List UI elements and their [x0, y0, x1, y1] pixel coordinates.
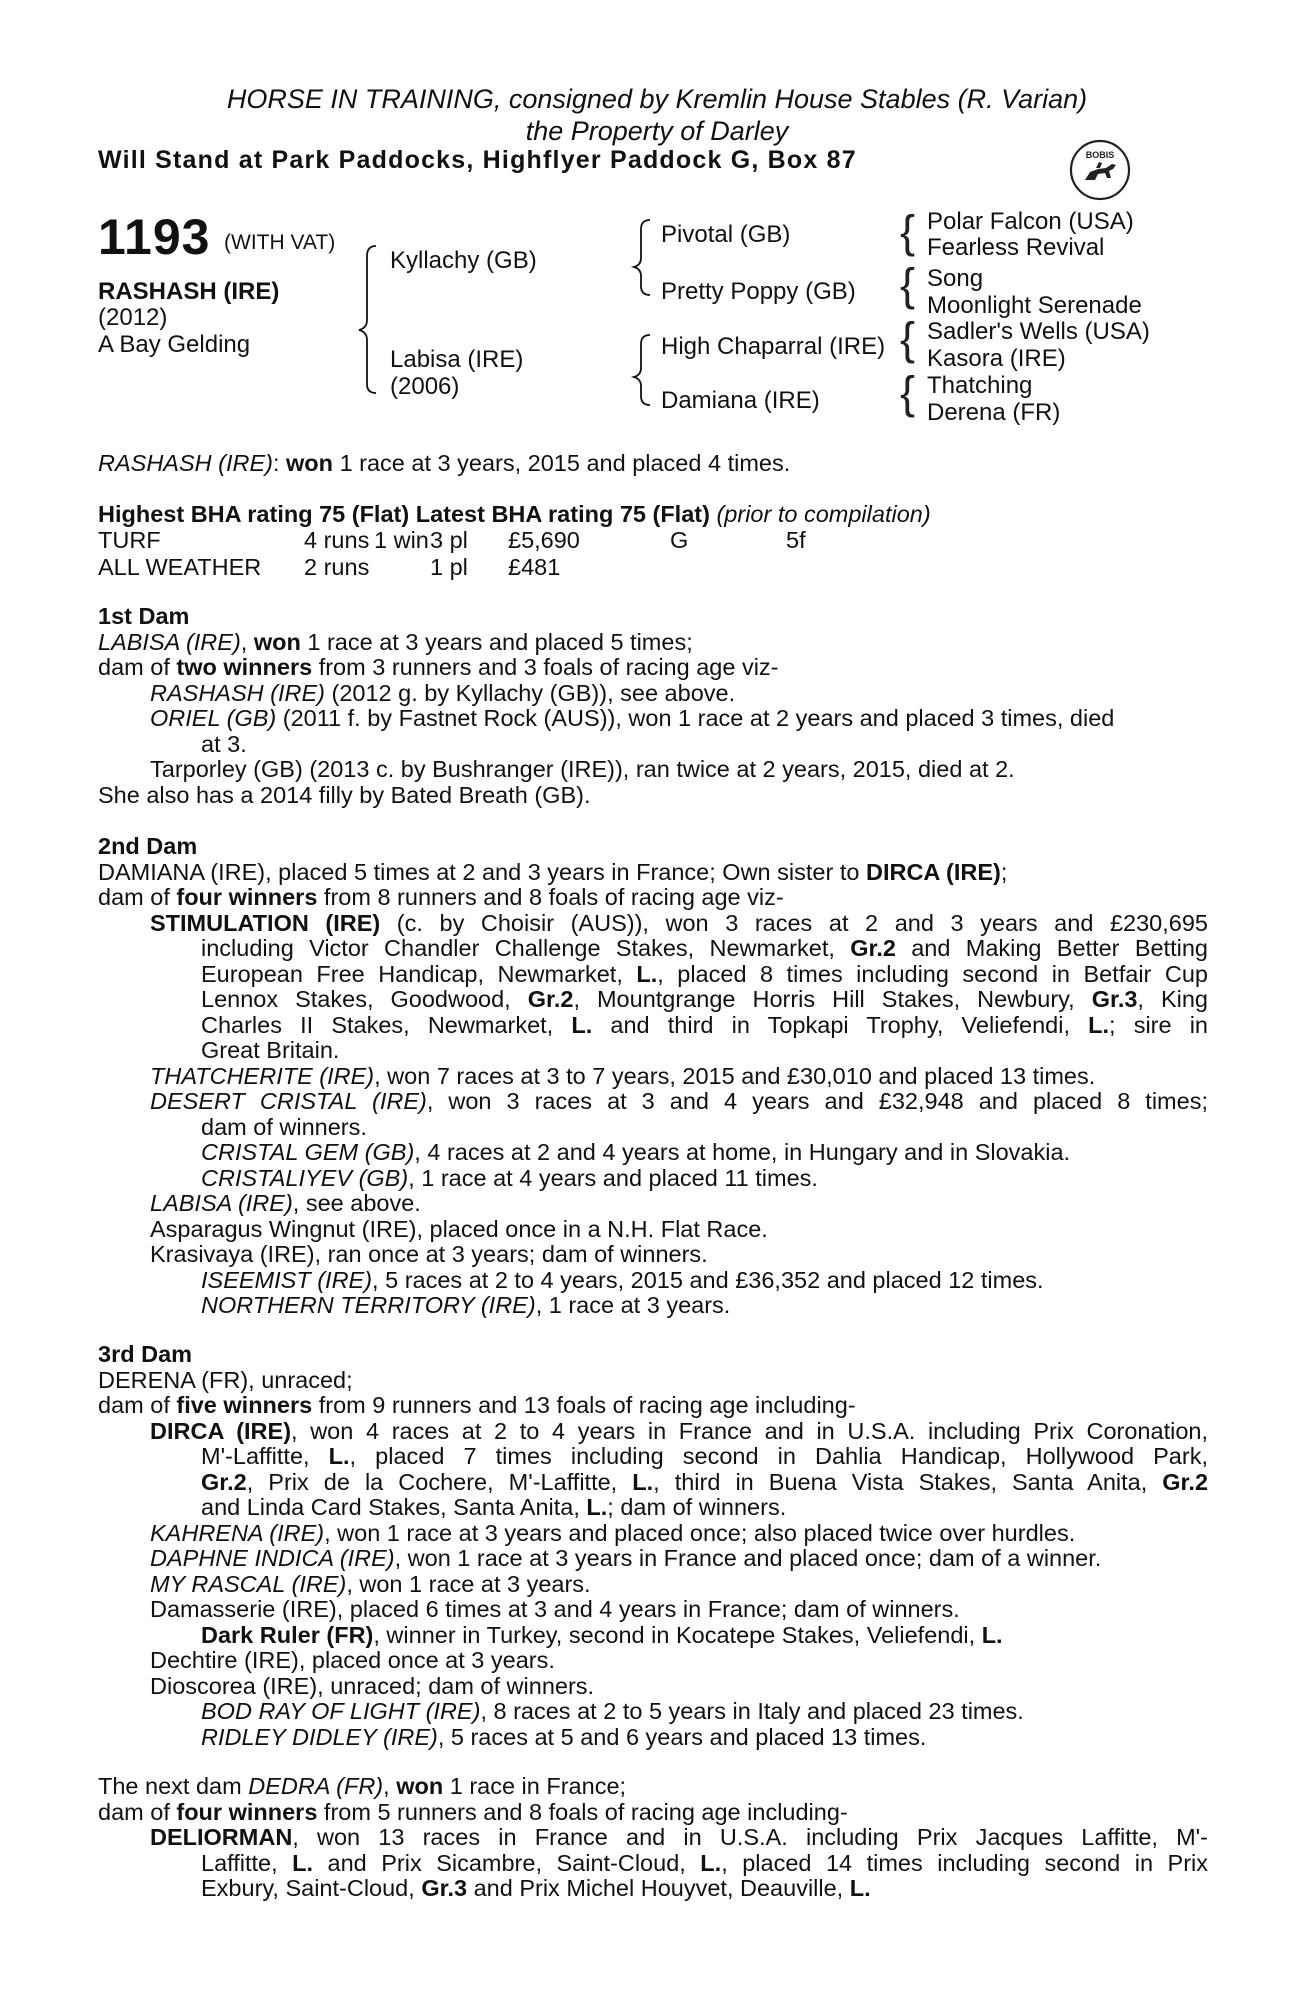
sire-dam: Pretty Poppy (GB) [661, 278, 856, 305]
grand-produce-line: BOD RAY OF LIGHT (IRE), 8 races at 2 to 5 years in Italy and placed 23 times. [201, 1698, 1024, 1724]
next-dam-section [98, 1774, 1208, 1902]
dam-of-line: dam of four winners from 8 runners and 8 foals of racing age viz- [98, 884, 784, 910]
dam-line: The next dam DEDRA (FR), won 1 race in France; [98, 1773, 627, 1799]
produce-line: MY RASCAL (IRE), won 1 race at 3 years. [150, 1570, 591, 1597]
dam-of-line: dam of two winners from 3 runners and 3 foals of racing age viz- [98, 654, 779, 680]
produce-line-cont: dam of winners. [201, 1113, 367, 1140]
dam-line: LABISA (IRE), won 1 race at 3 years and placed 5 times; [98, 628, 693, 655]
dam: Labisa (IRE) [390, 346, 524, 373]
produce-line: DESERT CRISTAL (IRE), won 3 races at 3 and 4 years and £32,948 and placed 8 times; [150, 1088, 1208, 1114]
produce-line-cont: European Free Handicap, Newmarket, L., placed 8 times including second in Betfair Cup [201, 960, 1208, 987]
runs: 2 runs [304, 554, 370, 580]
third-dam-section [98, 1342, 1208, 1750]
produce-line-cont: at 3. [201, 730, 247, 757]
produce-line-cont: Lennox Stakes, Goodwood, Gr.2, Mountgrange Horris Hill Stakes, Newbury, Gr.3, King [201, 986, 1208, 1012]
dam-sire: High Chaparral (IRE) [661, 333, 886, 360]
going: G [670, 527, 689, 553]
horse-name: RASHASH (IRE) [98, 278, 280, 305]
horse-description: A Bay Gelding [98, 331, 251, 358]
section-heading: 2nd Dam [98, 833, 198, 859]
surface: TURF [98, 527, 161, 553]
dam-line: DAMIANA (IRE), placed 5 times at 2 and 3 years in France; Own sister to DIRCA (IRE); [98, 858, 1008, 885]
table-row [98, 527, 806, 554]
produce-line-cont: Exbury, Saint-Cloud, Gr.3 and Prix Michel Houyvet, Deauville, L. [201, 1875, 871, 1901]
wins [374, 554, 430, 581]
race-record-table [98, 527, 806, 581]
section-heading: 1st Dam [98, 603, 190, 629]
section-heading: 3rd Dam [98, 1341, 193, 1367]
placed: 3 pl [430, 527, 468, 553]
produce-line: Krasivaya (IRE), ran once at 3 years; dam of winners. [150, 1241, 708, 1267]
produce-line-cont: Gr.2, Prix de la Cochere, M'-Laffitte, L., third in Buena Vista Stakes, Santa Anita, Gr.2 [201, 1468, 1209, 1495]
produce-line: RASHASH (IRE) (2012 g. by Kyllachy (GB)), see above. [150, 679, 736, 706]
ggp-4: Moonlight Serenade [927, 292, 1142, 319]
ggp-1: Polar Falcon (USA) [927, 208, 1134, 235]
runs: 4 runs [304, 527, 370, 553]
ggp-2: Fearless Revival [927, 234, 1105, 261]
wins: 1 win [374, 527, 429, 553]
race-summary: RASHASH (IRE): won 1 race at 3 years, 2015 and placed 4 times. [98, 450, 791, 476]
bha-rating: Highest BHA rating 75 (Flat) Latest BHA rating 75 (Flat) (prior to compilation) [98, 500, 931, 527]
produce-line: ORIEL (GB) (2011 f. by Fastnet Rock (AUS)), won 1 race at 2 years and placed 3 times, died [150, 705, 1115, 731]
distance [786, 554, 806, 581]
sire-sire: Pivotal (GB) [661, 221, 791, 248]
produce-line-cont: M'-Laffitte, L., placed 7 times including second in Dahlia Handicap, Hollywood Park, [201, 1443, 1208, 1469]
produce-line: Damasserie (IRE), placed 6 times at 3 and 4 years in France; dam of winners. [150, 1596, 960, 1622]
prize-money: £481 [508, 554, 561, 580]
produce-line: KAHRENA (IRE), won 1 race at 3 years and placed once; also placed twice over hurdles. [150, 1519, 1076, 1546]
lot-number: 1193 [98, 209, 211, 265]
produce-line: Tarporley (GB) (2013 c. by Bushranger (IRE)), ran twice at 2 years, 2015, died at 2. [150, 756, 1015, 782]
grand-produce-line: ISEEMIST (IRE), 5 races at 2 to 4 years, 2015 and £36,352 and placed 12 times. [201, 1266, 1044, 1293]
produce-line-cont: including Victor Chandler Challenge Stakes, Newmarket, Gr.2 and Making Better Betting [201, 935, 1208, 961]
produce-line: DELIORMAN, won 13 races in France and in U.S.A. including Prix Jacques Laffitte, M'- [150, 1824, 1208, 1850]
ggp-7: Thatching [927, 372, 1033, 399]
vat-label: (WITH VAT) [224, 231, 336, 254]
grand-produce-line: NORTHERN TERRITORY (IRE), 1 race at 3 years. [201, 1292, 731, 1318]
grand-produce-line: Dark Ruler (FR), winner in Turkey, second in Kocatepe Stakes, Veliefendi, L. [201, 1621, 1003, 1648]
grand-produce-line: CRISTALIYEV (GB), 1 race at 4 years and placed 11 times. [201, 1164, 818, 1191]
second-dam-section [98, 834, 1208, 1319]
first-dam-section [98, 604, 1208, 808]
dam-line: DERENA (FR), unraced; [98, 1366, 353, 1393]
dam-year: (2006) [390, 373, 460, 400]
ggp-3: Song [927, 265, 984, 292]
produce-line-cont: Great Britain. [201, 1037, 340, 1063]
sire: Kyllachy (GB) [390, 247, 537, 274]
produce-line: Dioscorea (IRE), unraced; dam of winners. [150, 1672, 595, 1699]
property-line: the Property of Darley [525, 116, 789, 146]
produce-line: Asparagus Wingnut (IRE), placed once in a N.H. Flat Race. [150, 1215, 768, 1242]
table-row [98, 554, 806, 581]
produce-line: LABISA (IRE), see above. [150, 1190, 421, 1216]
produce-line: Dechtire (IRE), placed once at 3 years. [150, 1647, 555, 1673]
stand-location: Will Stand at Park Paddocks, Highflyer Paddock G, Box 87 [98, 146, 857, 174]
brace-3: { [900, 313, 916, 364]
brace-4: { [900, 367, 916, 418]
produce-line: THATCHERITE (IRE), won 7 races at 3 to 7 years, 2015 and £30,010 and placed 13 times. [150, 1062, 1096, 1089]
prize-money: £5,690 [508, 527, 580, 553]
foaling-year: (2012) [98, 304, 168, 331]
grand-produce-line: CRISTAL GEM (GB), 4 races at 2 and 4 years at home, in Hungary and in Slovakia. [201, 1139, 1071, 1165]
bobis-logo-text: BOBIS [1085, 150, 1115, 160]
dam-of-line: dam of four winners from 5 runners and 8 foals of racing age including- [98, 1798, 848, 1825]
going [670, 554, 786, 581]
produce-line: STIMULATION (IRE) (c. by Choisir (AUS)), won 3 races at 2 and 3 years and £230,695 [150, 909, 1208, 936]
ggp-8: Derena (FR) [927, 399, 1061, 426]
produce-line-cont: Charles II Stakes, Newmarket, L. and third in Topkapi Trophy, Veliefendi, L.; sire in [201, 1011, 1208, 1038]
ggp-6: Kasora (IRE) [927, 345, 1066, 372]
surface: ALL WEATHER [98, 554, 262, 580]
brace-1: { [900, 206, 916, 257]
placed: 1 pl [430, 554, 468, 580]
ggp-5: Sadler's Wells (USA) [927, 318, 1150, 345]
dam-dam: Damiana (IRE) [661, 387, 820, 414]
grand-produce-line: RIDLEY DIDLEY (IRE), 5 races at 5 and 6 years and placed 13 times. [201, 1723, 927, 1750]
brace-2: { [900, 259, 916, 310]
produce-line: DIRCA (IRE), won 4 races at 2 to 4 years in France and in U.S.A. including Prix Coronation, [150, 1417, 1208, 1444]
consignor-line: HORSE IN TRAINING, consigned by Kremlin House Stables (R. Varian) [226, 84, 1088, 114]
produce-line-cont: and Linda Card Stakes, Santa Anita, L.; dam of winners. [201, 1494, 787, 1520]
produce-line: DAPHNE INDICA (IRE), won 1 race at 3 years in France and placed once; dam of a winner. [150, 1545, 1102, 1571]
distance: 5f [786, 527, 806, 553]
produce-line-cont: Laffitte, L. and Prix Sicambre, Saint-Cloud, L., placed 14 times including second in Prix [201, 1849, 1208, 1876]
dam-of-line: dam of five winners from 9 runners and 13 foals of racing age including- [98, 1392, 856, 1418]
note-line: She also has a 2014 filly by Bated Breath (GB). [98, 781, 591, 808]
